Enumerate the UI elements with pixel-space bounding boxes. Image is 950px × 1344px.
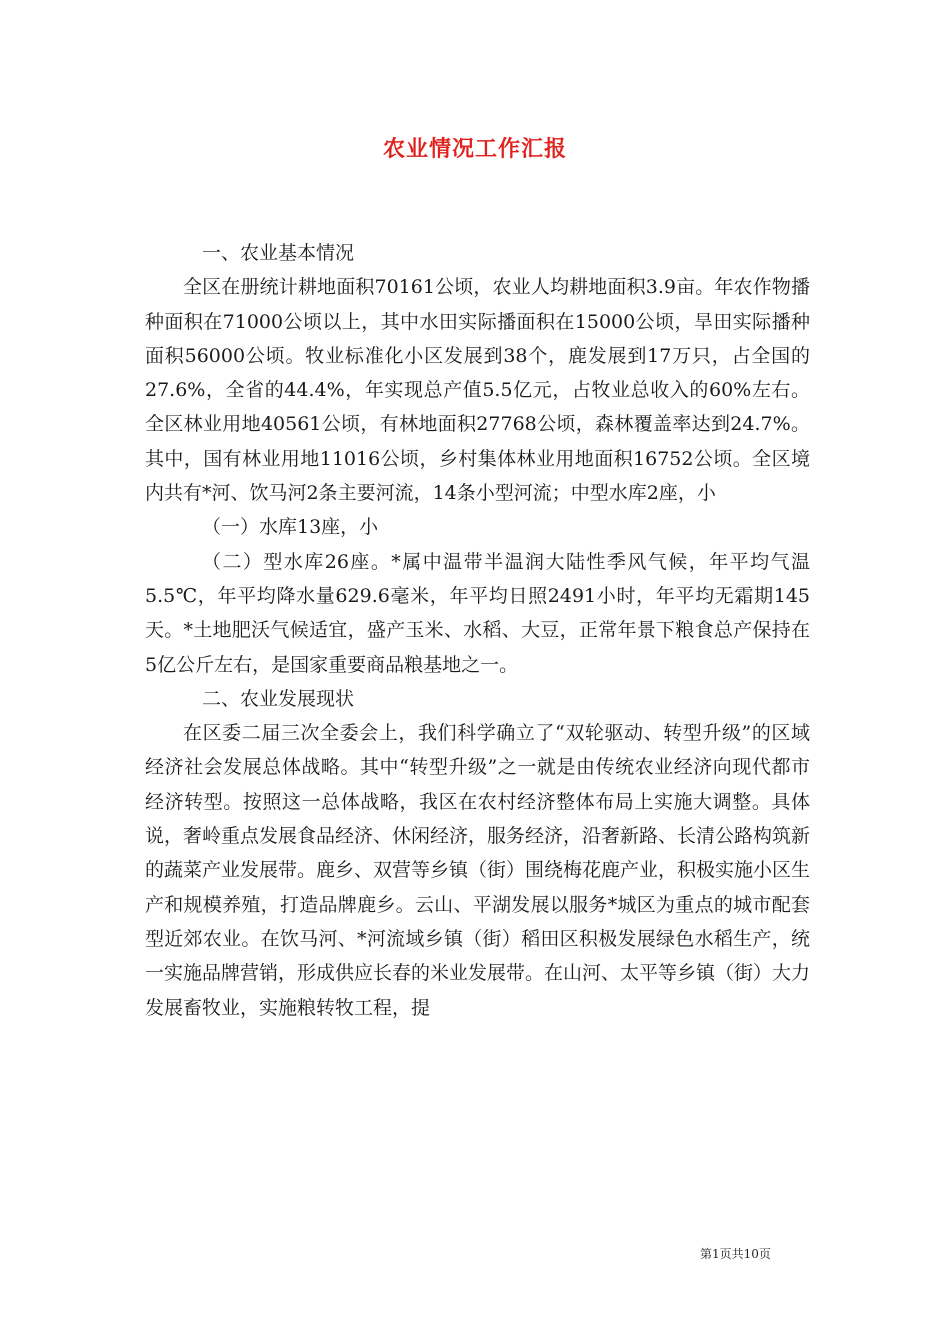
list-item-reservoirs: （一）水库13座，小 <box>202 516 379 539</box>
section-heading-basic-situation: 一、农业基本情况 <box>202 242 355 264</box>
paragraph-development-strategy: 在区委二届三次全委会上，我们科学确立了“双轮驱动、转型升级”的区域经济社会发展总体战略。其中“转型升级”之一就是由传统农业经济向现代都市经济转型。按照这一总体战略，我区在农村经济整体布局上实施大调整。具体说，奢岭重点发展食品经济、休闲经济，服务经济，沿奢新路、长清公路构筑新的蔬菜产业发展带。鹿乡、双营等乡镇（街）围绕梅花鹿产业，积极实施小区生产和规模养殖，打造品牌鹿乡。云山、平湖发展以服务*城区为重点的城市配套型近郊农业。在饮马河、*河流域乡镇（街）稻田区积极发展绿色水稻生产，统一实施品牌营销，形成供应长春的米业发展带。在山河、太平等乡镇（街）大力发展畜牧业，实施粮转牧工程，提 <box>145 722 811 1019</box>
paragraph-basic-stats: 全区在册统计耕地面积70161公顷，农业人均耕地面积3.9亩。年农作物播种面积在71000公顷以上，其中水田实际播面积在15000公顷，旱田实际播种面积56000公顷。牧业标准化小区发展到38个，鹿发展到17万只，占全国的27.6%，全省的44.4%，年实现总产值5.5亿元，占牧业总收入的60%左右。全区林业用地40561公顷，有林地面积27768公顷，森林覆盖率达到24.7%。其中，国有林业用地11016公顷，乡村集体林业用地面积16752公顷。全区境内共有*河、饮马河2条主要河流，14条小型河流；中型水库2座，小 <box>145 276 810 505</box>
page-number: 第1页共10页 <box>700 1247 771 1261</box>
list-item-climate: （二）型水库26座。*属中温带半温润大陆性季风气候，年平均气温5.5℃，年平均降水量629.6毫米，年平均日照2491小时，年平均无霜期145天。*土地肥沃气候适宜，盛产玉米、水稻、大豆，正常年景下粮食总产保持在5亿公斤左右，是国家重要商品粮基地之一。 <box>145 550 810 676</box>
page-title: 农业情况工作汇报 <box>382 136 567 162</box>
section-heading-development-status: 二、农业发展现状 <box>202 687 355 710</box>
document-body <box>145 236 810 1025</box>
